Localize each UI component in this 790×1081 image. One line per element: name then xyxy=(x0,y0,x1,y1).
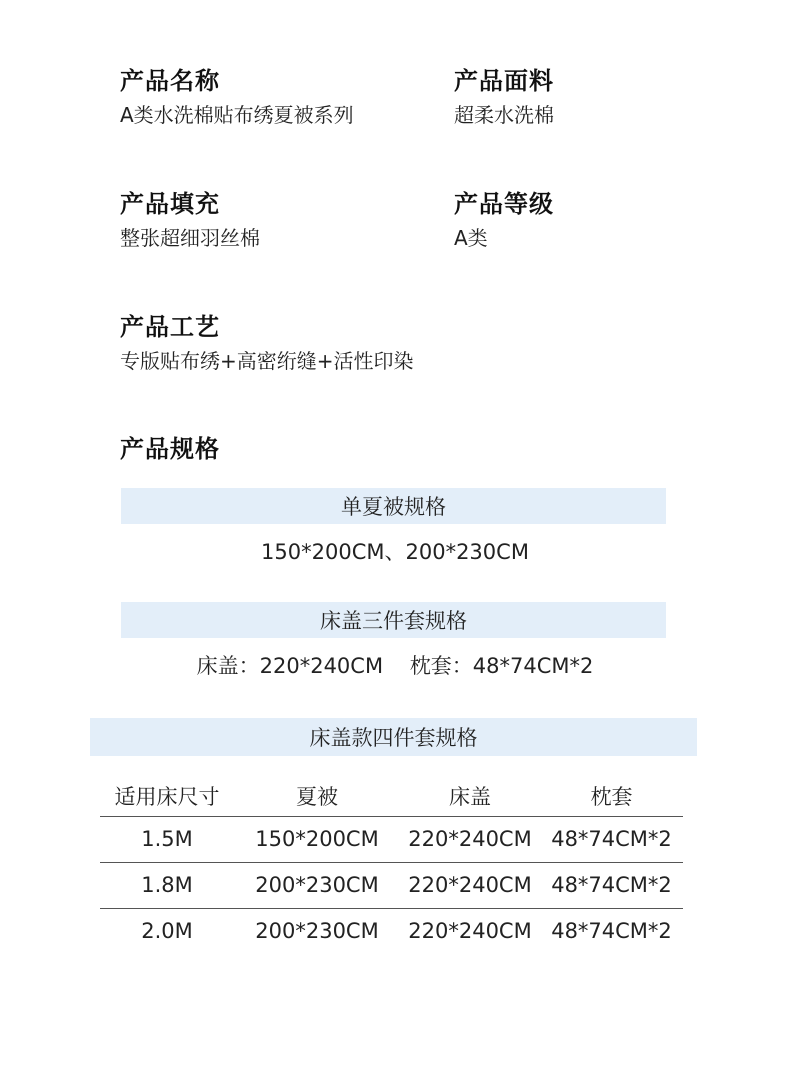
attr-value: 整张超细羽丝棉 xyxy=(120,226,260,250)
attr-label: 产品面料 xyxy=(454,67,554,95)
size-table xyxy=(100,776,683,954)
three-piece-value: 床盖：220*240CM 枕套：48*74CM*2 xyxy=(196,654,594,678)
col-pillowcase: 枕套 xyxy=(540,776,683,816)
cell-bed-size: 1.8M xyxy=(100,862,234,908)
attr-product-name xyxy=(120,66,354,128)
table-row xyxy=(100,908,683,954)
cell-bed-size: 2.0M xyxy=(141,919,193,944)
attr-label: 产品等级 xyxy=(454,190,554,218)
attr-label: 产品填充 xyxy=(120,190,220,218)
four-piece-header: 床盖款四件套规格 xyxy=(90,718,697,756)
cell-quilt: 150*200CM xyxy=(234,816,400,862)
table-row xyxy=(100,862,683,908)
cell-bedspread: 220*240CM xyxy=(408,919,532,944)
single-quilt-header: 单夏被规格 xyxy=(121,488,666,524)
cell-bedspread: 220*240CM xyxy=(400,862,540,908)
cell-pillowcase: 48*74CM*2 xyxy=(540,862,683,908)
three-piece-header: 床盖三件套规格 xyxy=(121,602,666,638)
attr-filling xyxy=(120,189,260,251)
attr-value: A类 xyxy=(454,226,488,250)
cell-pillowcase: 48*74CM*2 xyxy=(540,816,683,862)
attr-value: A类水洗棉贴布绣夏被系列 xyxy=(120,103,354,127)
cell-bed-size: 1.5M xyxy=(100,816,234,862)
cell-bedspread: 220*240CM xyxy=(400,816,540,862)
cell-quilt: 200*230CM xyxy=(255,919,379,944)
cell-quilt: 200*230CM xyxy=(234,862,400,908)
attr-grade xyxy=(454,189,554,251)
single-quilt-value: 150*200CM、200*230CM xyxy=(261,540,529,564)
attr-fabric xyxy=(454,66,554,128)
attr-craft xyxy=(120,312,414,374)
attr-value: 专版贴布绣+高密绗缝+活性印染 xyxy=(120,349,414,373)
attr-label: 产品工艺 xyxy=(120,313,220,341)
attr-label: 产品名称 xyxy=(120,67,220,95)
table-row xyxy=(100,816,683,862)
cell-pillowcase: 48*74CM*2 xyxy=(551,919,672,944)
spec-title: 产品规格 xyxy=(120,435,220,463)
col-quilt: 夏被 xyxy=(234,776,400,816)
table-header-row xyxy=(100,776,683,816)
col-bedspread: 床盖 xyxy=(400,776,540,816)
attr-value: 超柔水洗棉 xyxy=(454,103,554,127)
col-bed-size: 适用床尺寸 xyxy=(100,776,234,816)
